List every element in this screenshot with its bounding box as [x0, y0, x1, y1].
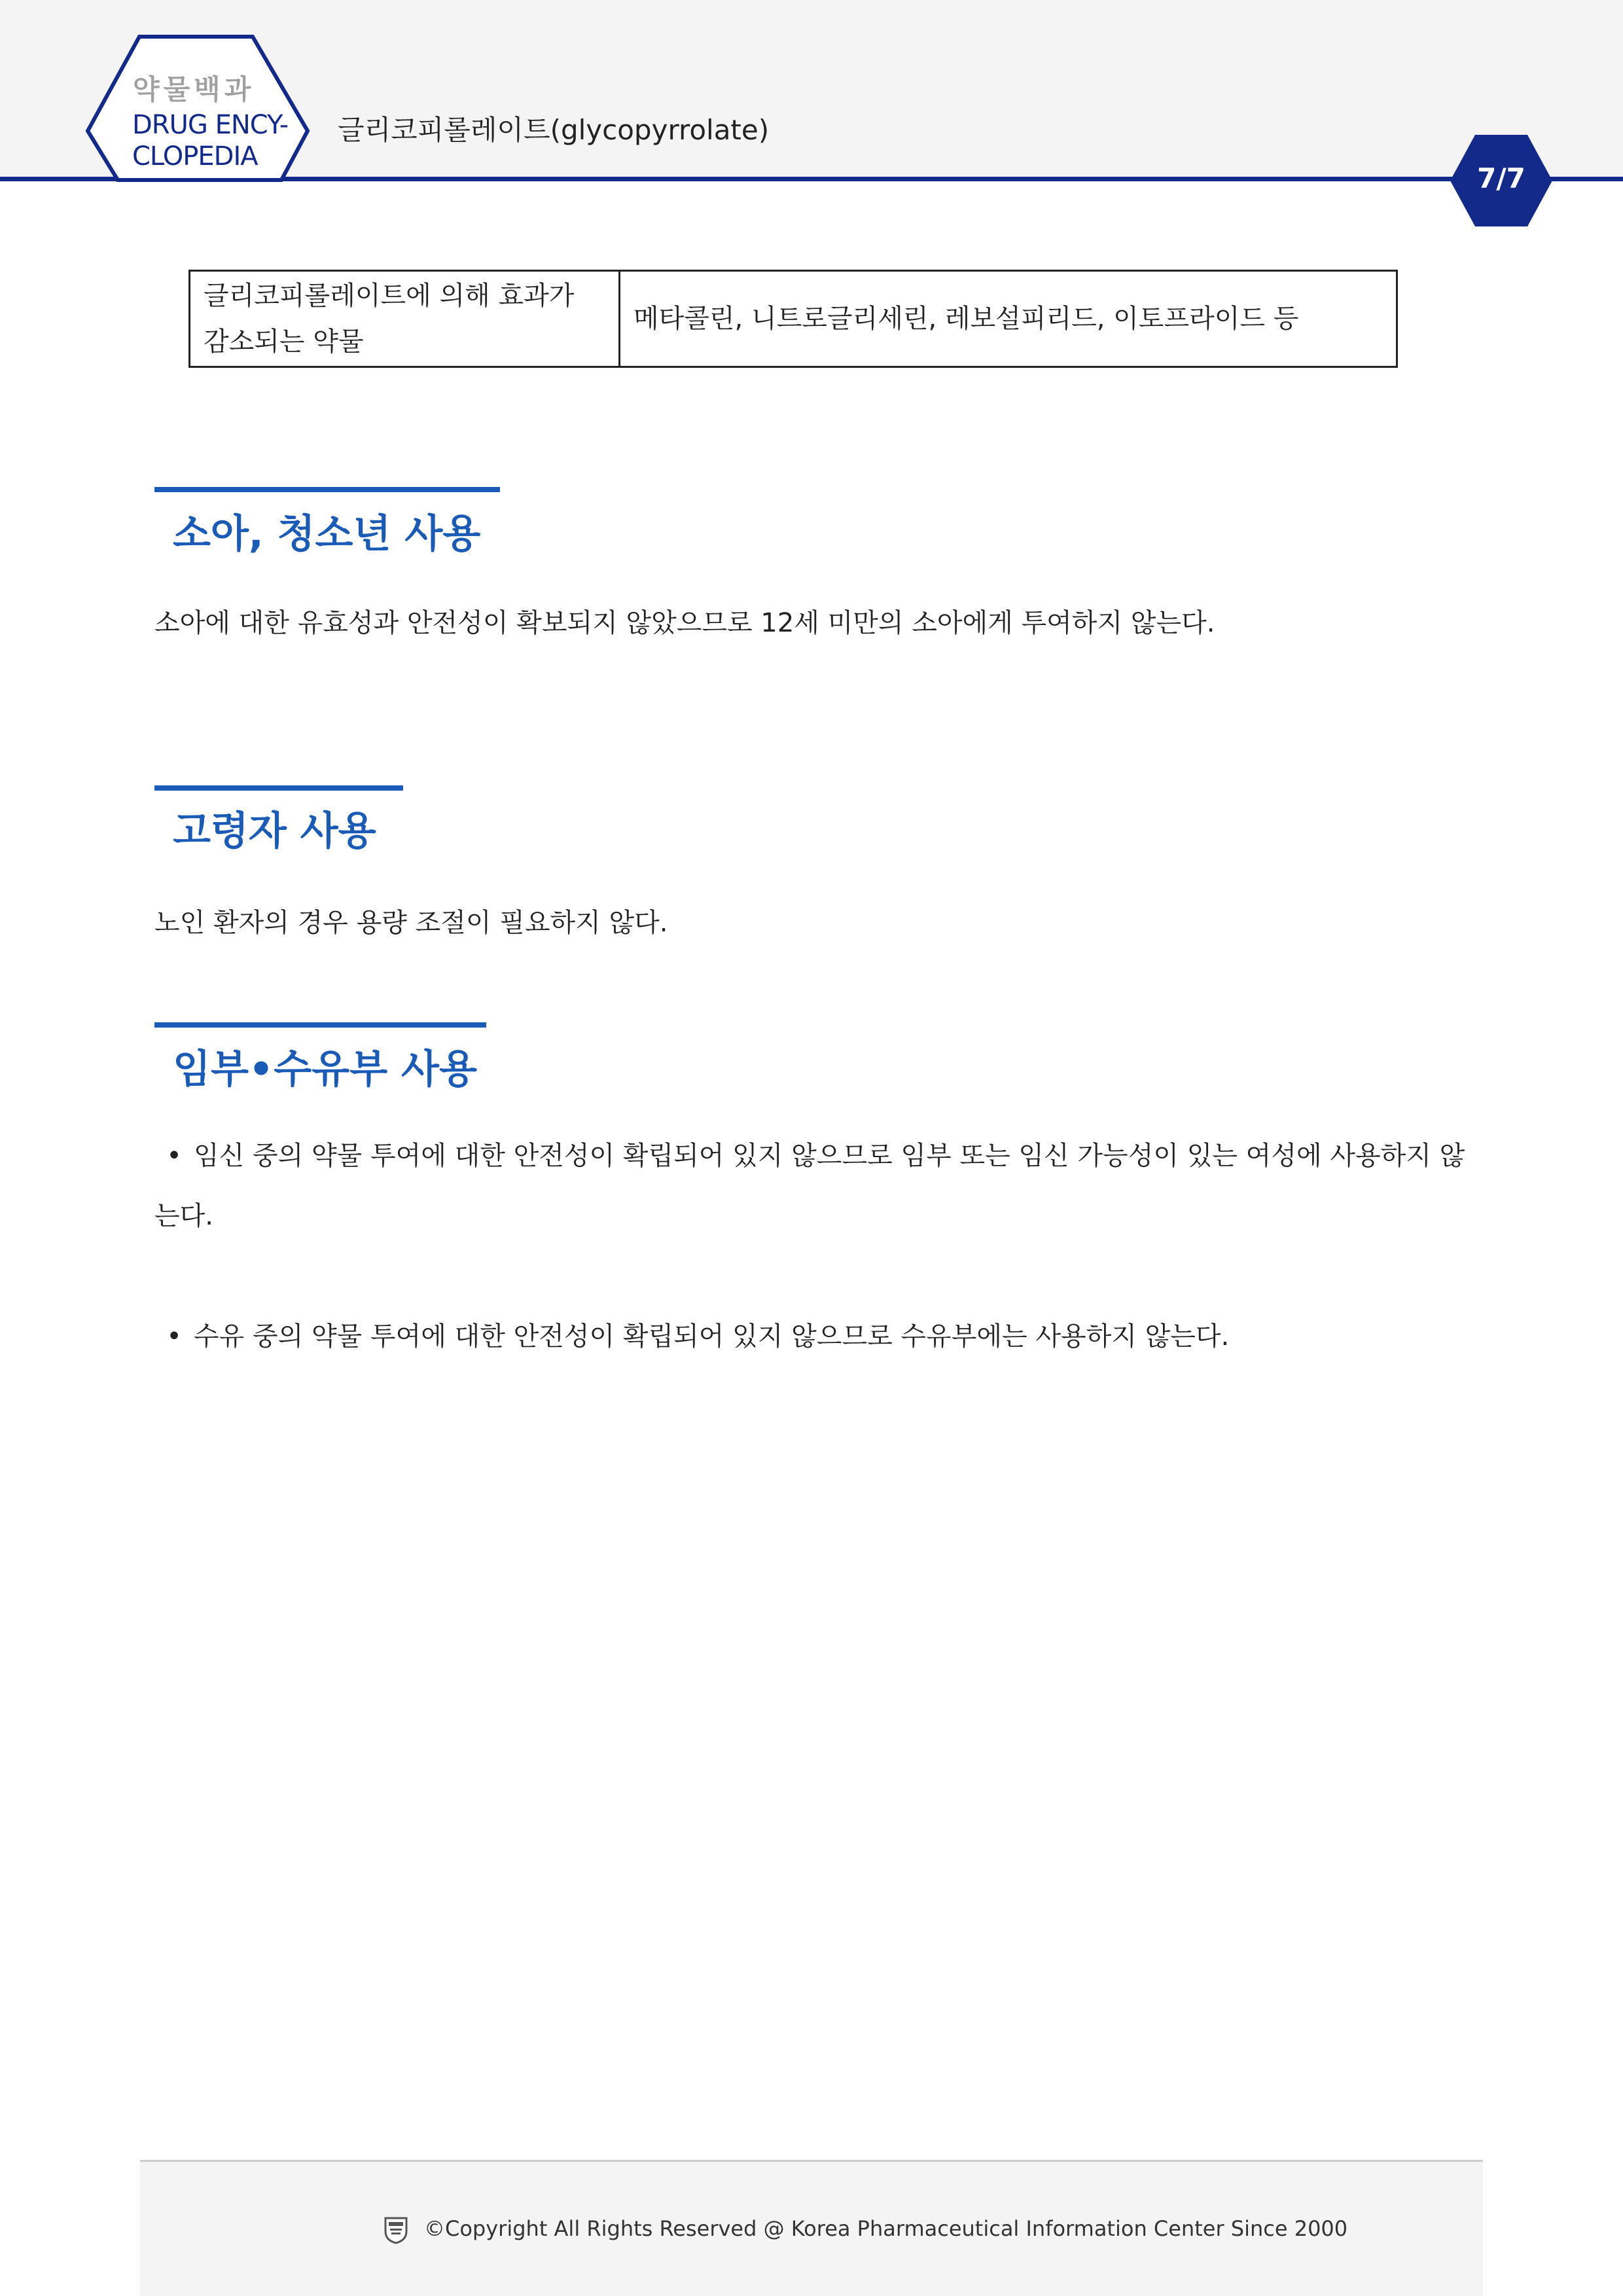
section-text-pediatric: 소아에 대한 유효성과 안전성이 확보되지 않았으므로 12세 미만의 소아에게 투여하지 않는다. [154, 608, 1215, 638]
bullet-marker: • [166, 1141, 182, 1171]
document-title: 글리코피롤레이트(glycopyrrolate) [338, 114, 770, 146]
footer-copyright: ©Copyright All Rights Reserved @ Korea Pharmaceutical Information Center Since 2000 [424, 2216, 1348, 2241]
table-cell-label: 글리코피롤레이트에 의해 효과가 감소되는 약물 [190, 271, 620, 367]
logo-english-line2: CLOPEDIA [132, 141, 258, 171]
logo-english-line1: DRUG ENCY- [132, 110, 289, 140]
kpic-shield-icon [383, 2215, 408, 2244]
bullet-marker: • [166, 1321, 182, 1352]
interaction-table [188, 270, 1398, 368]
section-title-pediatric: 소아, 청소년 사용 [173, 511, 481, 557]
section-bar-pediatric [154, 487, 500, 492]
bullet-text-1: 임신 중의 약물 투여에 대한 안전성이 확립되어 있지 않으므로 임부 또는 임신 가능성이 있는 여성에 사용하지 않는다. [154, 1141, 1465, 1231]
section-bar-pregnancy [154, 1022, 486, 1028]
page-number: 7/7 [1477, 162, 1525, 194]
table-cell-value: 메타콜린, 니트로글리세린, 레보설피리드, 이토프라이드 등 [620, 271, 1397, 367]
section-text-elderly: 노인 환자의 경우 용량 조절이 필요하지 않다. [154, 908, 668, 938]
bullet-text-2: 수유 중의 약물 투여에 대한 안전성이 확립되어 있지 않으므로 수유부에는 사용하지 않는다. [194, 1321, 1230, 1352]
list-item [154, 1306, 1470, 1367]
section-bar-elderly [154, 785, 403, 791]
list-item [154, 1126, 1470, 1246]
table-row [190, 271, 1397, 367]
logo-korean-text: 약물백과 [133, 73, 255, 105]
section-title-elderly: 고령자 사용 [173, 808, 376, 854]
section-title-pregnancy: 임부•수유부 사용 [173, 1047, 477, 1092]
